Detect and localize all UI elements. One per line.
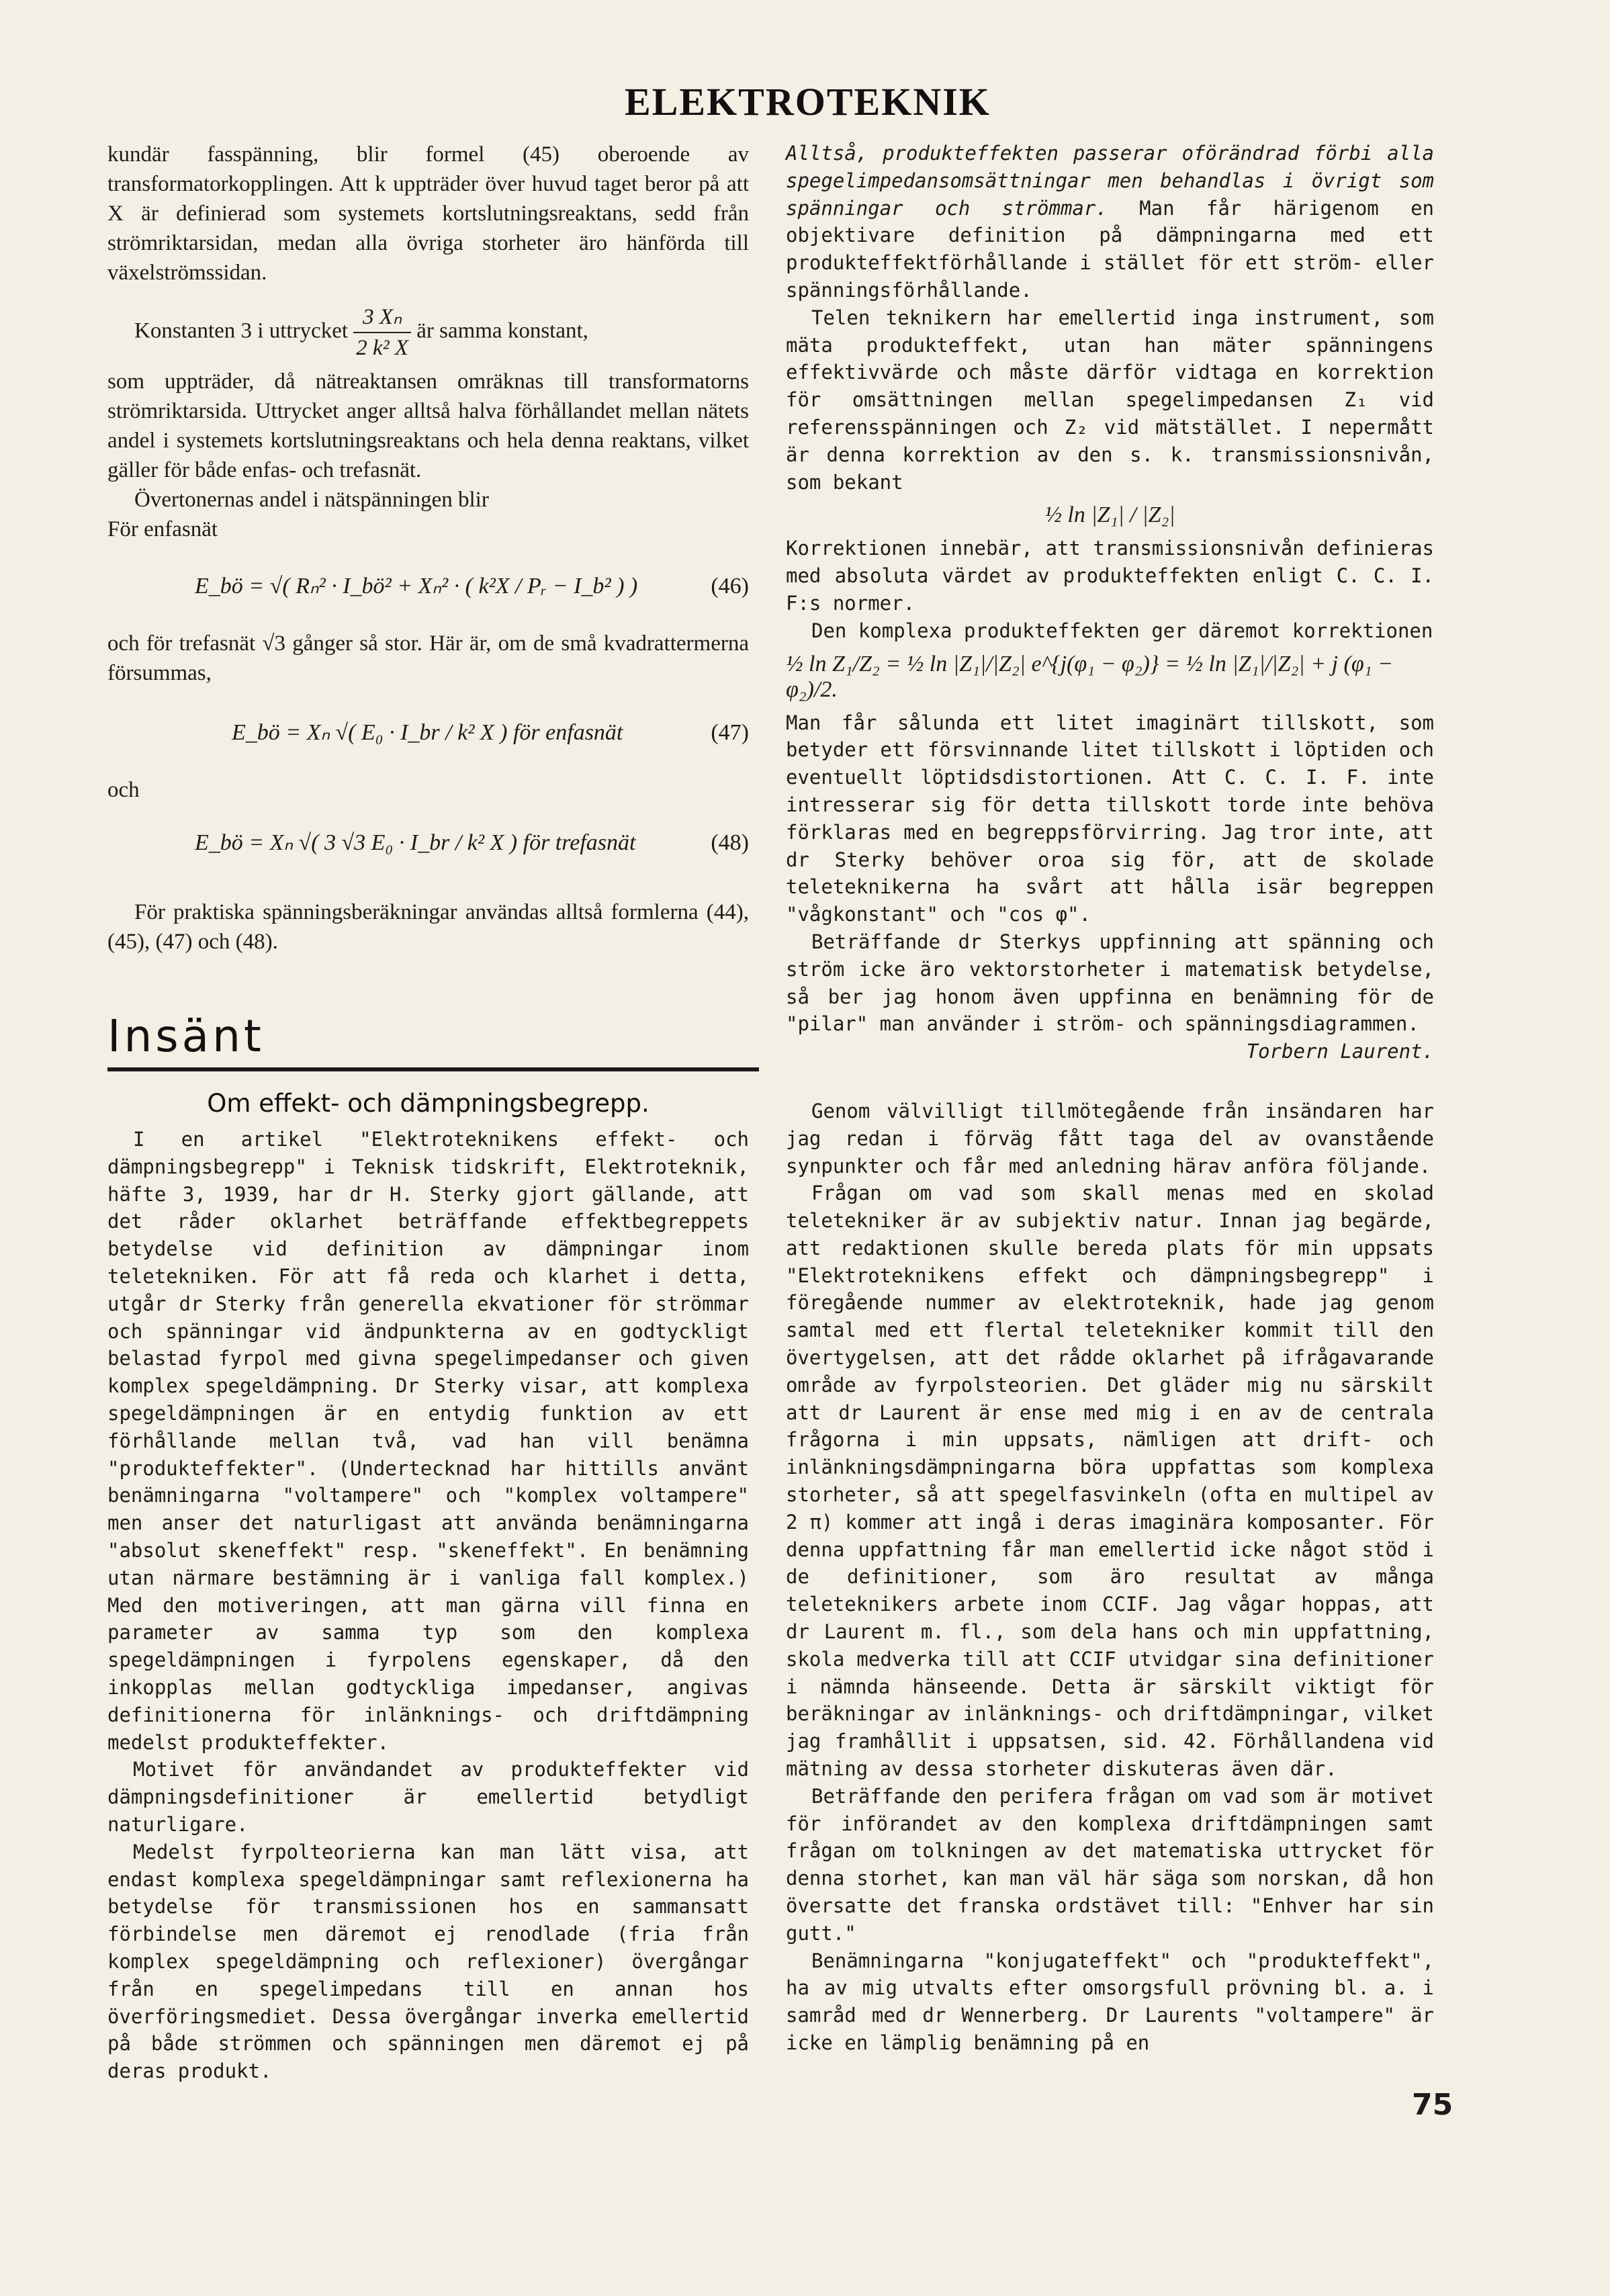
section-heading: Insänt [107, 1010, 265, 1062]
equation-ln: ½ ln |Z₁| / |Z₂| [1044, 502, 1175, 528]
expression-suffix: är samma konstant, [416, 318, 588, 343]
paragraph: som uppträder, då nätreaktansen omräknas till transformatorns strömriktarsida. Uttrycket anger alltså halva förhållandet mellan nätets andel i systemets kortslutningsreaktans och hela denna reaktans, vilket gäller för både enfas- och trefasnät. [107, 369, 749, 482]
journal-title: ELEKTROTEKNIK [625, 80, 991, 124]
paragraph: Frågan om vad som skall menas med en skolad teletekniker är av subjektiv natur. Innan jag begärde, att redaktionen skulle bereda plats för min uppsats "Elektroteknikens effekt och dämpningsbegrepp" i föregående nummer av elektroteknik, hade jag genom samtal med ett flertal teletekniker kommit till den övertygelsen, att det rådde oklarhet på ifrågavarande område av fyrpolsteorien. Det gläder mig nu särskilt att dr Laurent är ense med mig i en av de centrala frågorna i min uppsats, nämligen att drift- och inlänkningsdämpningarna böra uppfattas som komplexa storheter, så att spegelfasvinkeln (ofta en multipel av 2 π) kommer att ingå i deras imaginära komposanter. För denna uppfattning får man emellertid icke något stöd i de definitioner, som äro resultat av många teleteknikers arbete inom CCIF. Jag vågar hoppas, att dr Laurent m. fl., som dela hans och min uppfattning, skola medverka till att CCIF utvidgar sina definitioner i nämnda hänseende. Detta är särskilt viktigt för beräkningar av inlänknings- och driftdämpningar, vilket jag framhållit i uppsatsen, sid. 42. Förhållandena vid mätning av dessa storheter diskuteras även där. [786, 1182, 1434, 1781]
equation-number: (47) [711, 720, 749, 745]
equation-body: E_bö = √( Rₙ² · I_bö² + Xₙ² · ( k²X / Pᵣ − I_b² ) ) [195, 574, 638, 599]
paragraph: och [107, 778, 140, 802]
fraction-denominator: 2 k² X [356, 336, 408, 360]
paragraph [786, 140, 1434, 304]
paragraph-text: Man får härigenom en objektivare definition på dämpningarna med ett produkteffektförhållande i stället för ett ström- eller spänningsförhållande. [786, 196, 1435, 302]
paragraph: Medelst fyrpolteorierna kan man lätt visa, att endast komplexa spegeldämpningar samt reflexionerna ha betydelse för transmissionen hos en sammansatt förbindelse men däremot ej renodlade (fria från komplex spegeldämpning och reflexioner) övergångar från en spegelimpedans till en annan hos överföringsmediet. Dessa övergångar inverka emellertid på både strömmen och spänningen men däremot ej på deras produkt. [107, 1840, 749, 2083]
equation-complex: ½ ln Z₁/Z₂ = ½ ln |Z₁|/|Z₂| e^{j(φ₁ − φ₂)} = ½ ln |Z₁|/|Z₂| + j (φ₁ − φ₂)/2. [786, 651, 1393, 702]
equation-48 [107, 810, 749, 885]
paragraph: I en artikel "Elektroteknikens effekt- och dämpningsbegrepp" i Teknisk tidskrift, Elektroteknik, häfte 3, 1939, har dr H. Sterky gjort gällande, att det råder oklarhet beträffande effektbegreppets betydelse vid definition av dämpningar inom teletekniken. För att få reda och klarhet i detta, utgår dr Sterky från generella ekvationer för strömmar och spänningar vid ändpunkterna av en godtyckligt belastad fyrpol med givna spegelimpedanser och given komplex spegeldämpning. Dr Sterky visar, att komplexa spegeldämpningen är en entydig funktion av ett förhållande mellan två, vad han vill benämna "produkteffekter". (Undertecknad har hittills använt benämningarna "voltampere" och "komplex voltampere" men anser det naturligast att använda benämningarna "absolut skeneffekt" resp. "skeneffekt". En benämning utan närmare bestämning är i vanliga fall komplex.) Med den motiveringen, att man gärna vill finna en parameter av samma typ som den komplexa spegeldämpningen i fyrpolens egenskaper, då den inkopplas mellan godtyckliga impedanser, angivas definitionerna för inlänknings- och driftdämpning medelst produkteffekter. [107, 1128, 749, 1754]
paragraph: Telen teknikern har emellertid inga instrument, som mäta produkteffekt, utan han mäter spänningens effektivvärde och måste därför vidtaga en korrektion för omsättningen mellan spegelimpedansen Z₁ vid referensspänningen och Z₂ vid mätstället. I nepermått är denna korrektion av den s. k. transmissionsnivån, som bekant [786, 306, 1434, 494]
equation-number: (48) [711, 830, 749, 855]
right-column [786, 140, 1434, 2057]
paragraph: Övertonernas andel i nätspänningen blir [134, 488, 489, 512]
paragraph: För enfasnät [107, 517, 218, 541]
equation-body: E_bö = Xₙ √( E₀ · I_br / k² X ) för enfasnät [232, 720, 623, 745]
paragraph: Den komplexa produkteffekten ger däremot korrektionen [811, 619, 1433, 642]
fraction [353, 302, 411, 363]
paragraph: Benämningarna "konjugateffekt" och "produkteffekt", ha av mig utvalts efter omsorgsfull prövning bl. a. i samråd med dr Wennerberg. Dr Laurents "voltampere" är icke en lämplig benämning på en [786, 1949, 1434, 2054]
paragraph: Korrektionen innebär, att transmissionsnivån definieras med absoluta värdet av produkteffekten enligt C. C. I. F:s normer. [786, 537, 1434, 615]
paragraph: och för trefasnät √3 gånger så stor. Här är, om de små kvadrattermerna försummas, [107, 631, 749, 685]
signature: Torbern Laurent. [1246, 1040, 1434, 1063]
section-rule [107, 1067, 759, 1071]
paragraph: Beträffande den perifera frågan om vad som är motivet för införandet av den komplexa driftdämpningen samt frågan om tolkningen av det matematiska uttrycket för denna storhet, kan man väl här säga som norskan, då hon översatte det franska ordstävet till: "Enhver har sin gutt." [786, 1784, 1434, 1945]
page-number: 75 [1412, 2088, 1454, 2122]
column-gap [786, 1065, 1434, 1098]
expression-prefix: Konstanten 3 i uttrycket [134, 318, 349, 343]
fraction-numerator: 3 Xₙ [353, 302, 411, 333]
constant-expression [134, 302, 749, 363]
equation-number: (46) [711, 574, 749, 599]
equation-47 [107, 700, 749, 775]
paragraph: Motivet för användandet av produkteffekter vid dämpningsdefinitioner är emellertid betydligt naturligare. [107, 1758, 749, 1836]
left-column [107, 140, 749, 2085]
equation-46 [107, 554, 749, 629]
paragraph: Beträffande dr Sterkys uppfinning att spänning och ström icke äro vektorstorheter i matematisk betydelse, så ber jag honom även uppfinna en benämning för de "pilar" man använder i ström- och spänningsdiagrammen. [786, 930, 1434, 1036]
article-heading: Om effekt- och dämpningsbegrepp. [207, 1089, 650, 1118]
paragraph: Man får sålunda ett litet imaginärt tillskott, som betyder ett försvinnande litet tillskott i löptiden och eventuellt löptidsdistortionen. Att C. C. I. F. inte intresserar sig för detta tillskott torde inte behöva förklaras med en begreppsförvirring. Jag tror inte, att dr Sterky behöver oroa sig för, att de skolade teleteknikerna ha svårt att hålla isär begreppen "vågkonstant" och "cos φ". [786, 711, 1434, 926]
paragraph: kundär fasspänning, blir formel (45) oberoende av transformatorkopplingen. Att k uppträder över huvud taget beror på att X är definierad som systemets kortslutningsreaktans, sedd från strömriktarsidan, medan alla övriga storheter äro hänförda till växelströmssidan. [107, 142, 749, 285]
equation-body: E_bö = Xₙ √( 3 √3 E₀ · I_br / k² X ) för trefasnät [195, 830, 636, 855]
emphasis-text: Alltså, produkteffekten passerar oförändrad förbi alla spegelimpedansomsättningar men behandlas i övrigt som spänningar och strömmar. [786, 142, 1434, 220]
paragraph: För praktiska spänningsberäkningar användas alltså formlerna (44), (45), (47) och (48). [107, 900, 749, 954]
paragraph: Genom välvilligt tillmötegående från insändaren har jag redan i förväg fått taga del av ovanstående synpunkter och får med anledning härav anföra följande. [786, 1099, 1434, 1178]
